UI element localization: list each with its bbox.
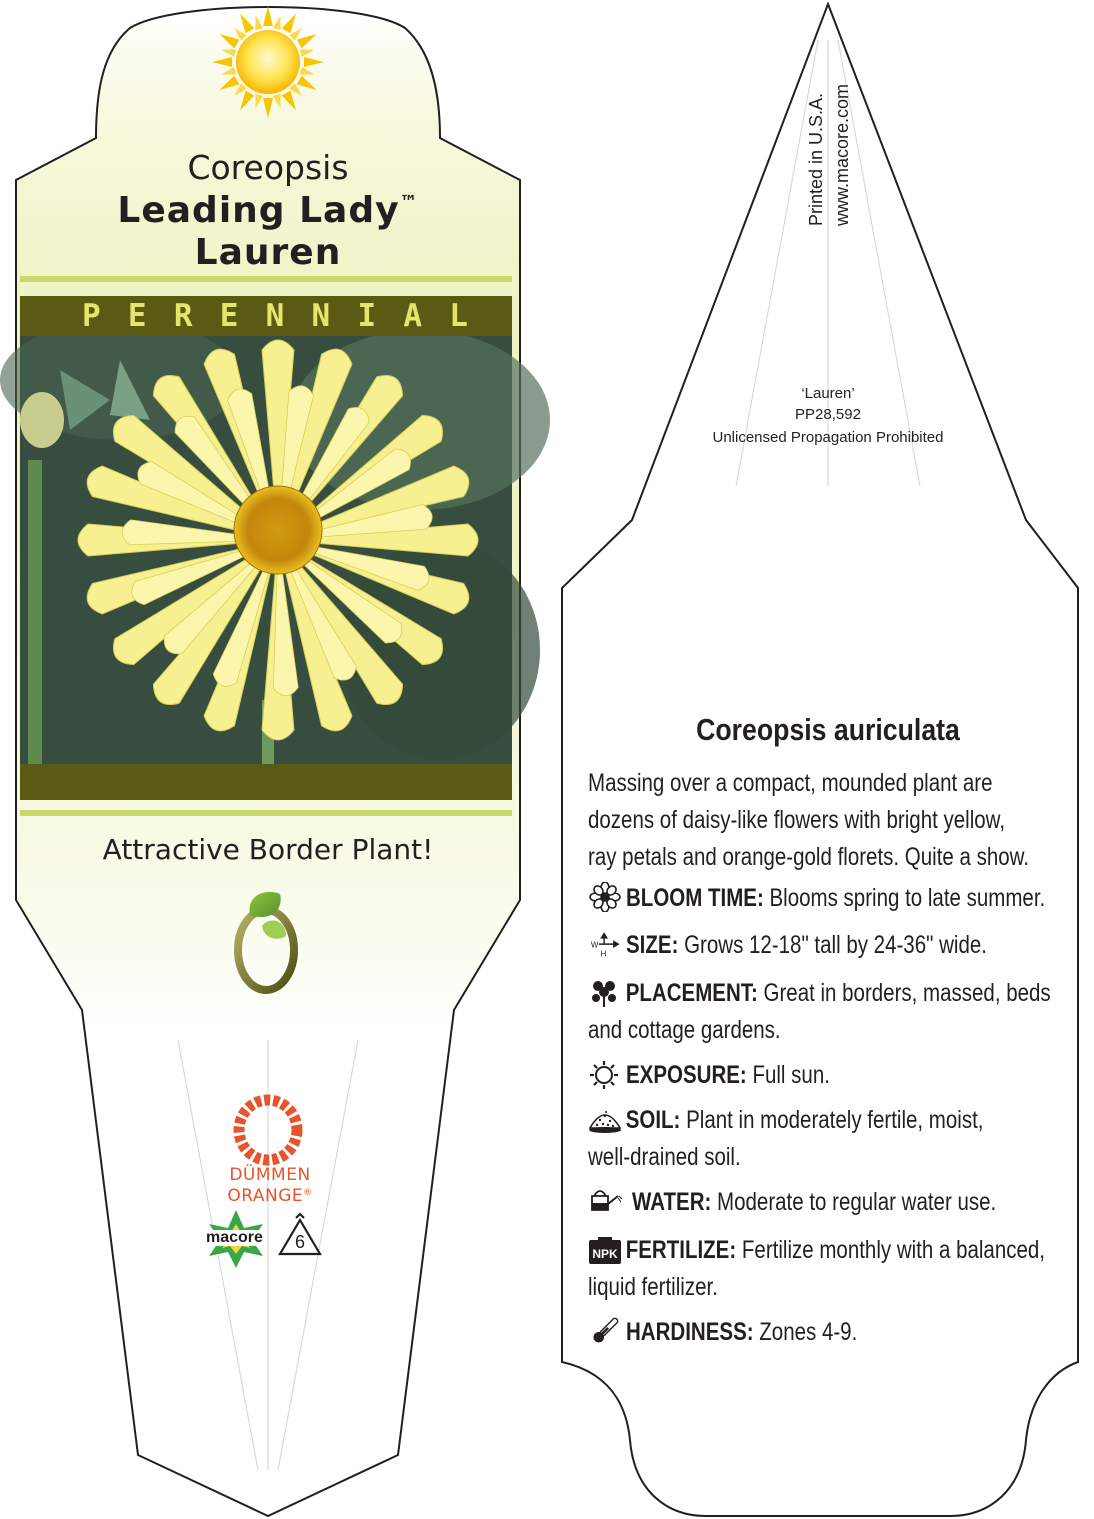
registered-symbol: ® xyxy=(303,1188,313,1198)
size-arrows-icon xyxy=(588,930,622,960)
cultivar-series: Leading Lady xyxy=(117,190,400,231)
attribute-value: Moderate to regular water use. xyxy=(717,1188,997,1216)
attribute-value: Plant in moderately fertile, moist, xyxy=(686,1106,984,1134)
perennial-letter: R xyxy=(173,298,193,334)
watering-can-icon xyxy=(588,1184,622,1214)
flower-icon xyxy=(588,882,622,912)
dummen-orange-word: ORANGE xyxy=(227,1186,304,1206)
cultivar-name-line2: Lauren xyxy=(194,232,342,273)
photo-bottom-band xyxy=(20,764,512,800)
printed-in-usa: Printed in U.S.A. xyxy=(806,92,826,226)
thermometer-icon xyxy=(588,1316,622,1346)
tagline: Attractive Border Plant! xyxy=(102,833,434,866)
attribute-exposure xyxy=(626,1057,1069,1094)
attribute-placement xyxy=(588,975,1051,1049)
plant-genus: Coreopsis xyxy=(187,148,349,187)
attribute-value-continued: and cottage gardens. xyxy=(588,1016,781,1044)
dummen-orange-wordmark-line1: DÜMMEN xyxy=(229,1165,311,1185)
attribute-value-continued: well-drained soil. xyxy=(588,1143,741,1171)
dummen-orange-wordmark-line2 xyxy=(200,1184,340,1205)
cultivar-name-line1 xyxy=(0,190,536,231)
attribute-label: HARDINESS: xyxy=(626,1318,754,1346)
attribute-size xyxy=(626,927,1069,964)
npk-label: NPK xyxy=(592,1247,618,1261)
propagation-notice: Unlicensed Propagation Prohibited xyxy=(712,429,944,446)
tagline-rule xyxy=(20,810,512,816)
perennial-letter: E xyxy=(127,298,147,334)
attribute-hardiness xyxy=(626,1314,1069,1351)
attribute-bloom-time xyxy=(626,880,1069,917)
attribute-label: EXPOSURE: xyxy=(626,1061,747,1089)
plant-description xyxy=(588,765,1031,876)
attribute-water xyxy=(632,1184,1075,1221)
perennial-letter: N xyxy=(311,298,331,334)
attribute-value-continued: liquid fertilizer. xyxy=(588,1273,718,1301)
attribute-value: Full sun. xyxy=(752,1061,830,1089)
trademark-symbol: ™ xyxy=(399,192,419,213)
description-line: Massing over a compact, mounded plant are xyxy=(588,769,993,797)
perennial-letter: A xyxy=(403,298,423,334)
perennial-letter: I xyxy=(357,298,377,334)
perennial-banner xyxy=(20,296,512,336)
size-width-letter: W xyxy=(590,940,599,950)
species-name: Coreopsis auriculata xyxy=(696,712,960,747)
title-rule xyxy=(20,276,512,282)
perennial-letter: N xyxy=(265,298,285,334)
perennial-letter: P xyxy=(82,298,101,334)
macore-url: www.macore.com xyxy=(832,83,852,226)
sun-outline-icon xyxy=(588,1060,622,1090)
attribute-label: SIZE: xyxy=(626,931,679,959)
attribute-label: SOIL: xyxy=(625,1106,681,1134)
macore-wordmark: macore xyxy=(206,1229,263,1246)
perennial-letter: E xyxy=(219,298,239,334)
description-line: dozens of daisy-like flowers with bright yellow, xyxy=(588,806,1006,834)
attribute-label: WATER: xyxy=(632,1188,712,1216)
attribute-label: FERTILIZE: xyxy=(625,1236,737,1264)
recycle-code: 6 xyxy=(294,1232,305,1252)
patent-number: PP28,592 xyxy=(795,406,861,423)
attribute-value: Great in borders, massed, beds xyxy=(763,979,1051,1007)
attribute-soil xyxy=(588,1102,1031,1176)
attribute-fertilize xyxy=(588,1232,1045,1306)
description-line: ray petals and orange-gold florets. Quite a show. xyxy=(588,843,1030,871)
attribute-label: BLOOM TIME: xyxy=(626,884,764,912)
attribute-value: Grows 12-18" tall by 24-36" wide. xyxy=(684,931,987,959)
flower-photo xyxy=(0,320,550,764)
attribute-label: PLACEMENT: xyxy=(625,979,758,1007)
attribute-value: Fertilize monthly with a balanced, xyxy=(741,1236,1045,1264)
attribute-value: Zones 4-9. xyxy=(759,1318,858,1346)
patent-cultivar: ‘Lauren’ xyxy=(801,385,855,402)
size-height-letter: H xyxy=(600,949,607,959)
attribute-value: Blooms spring to late summer. xyxy=(769,884,1046,912)
perennial-letter: L xyxy=(449,298,468,334)
